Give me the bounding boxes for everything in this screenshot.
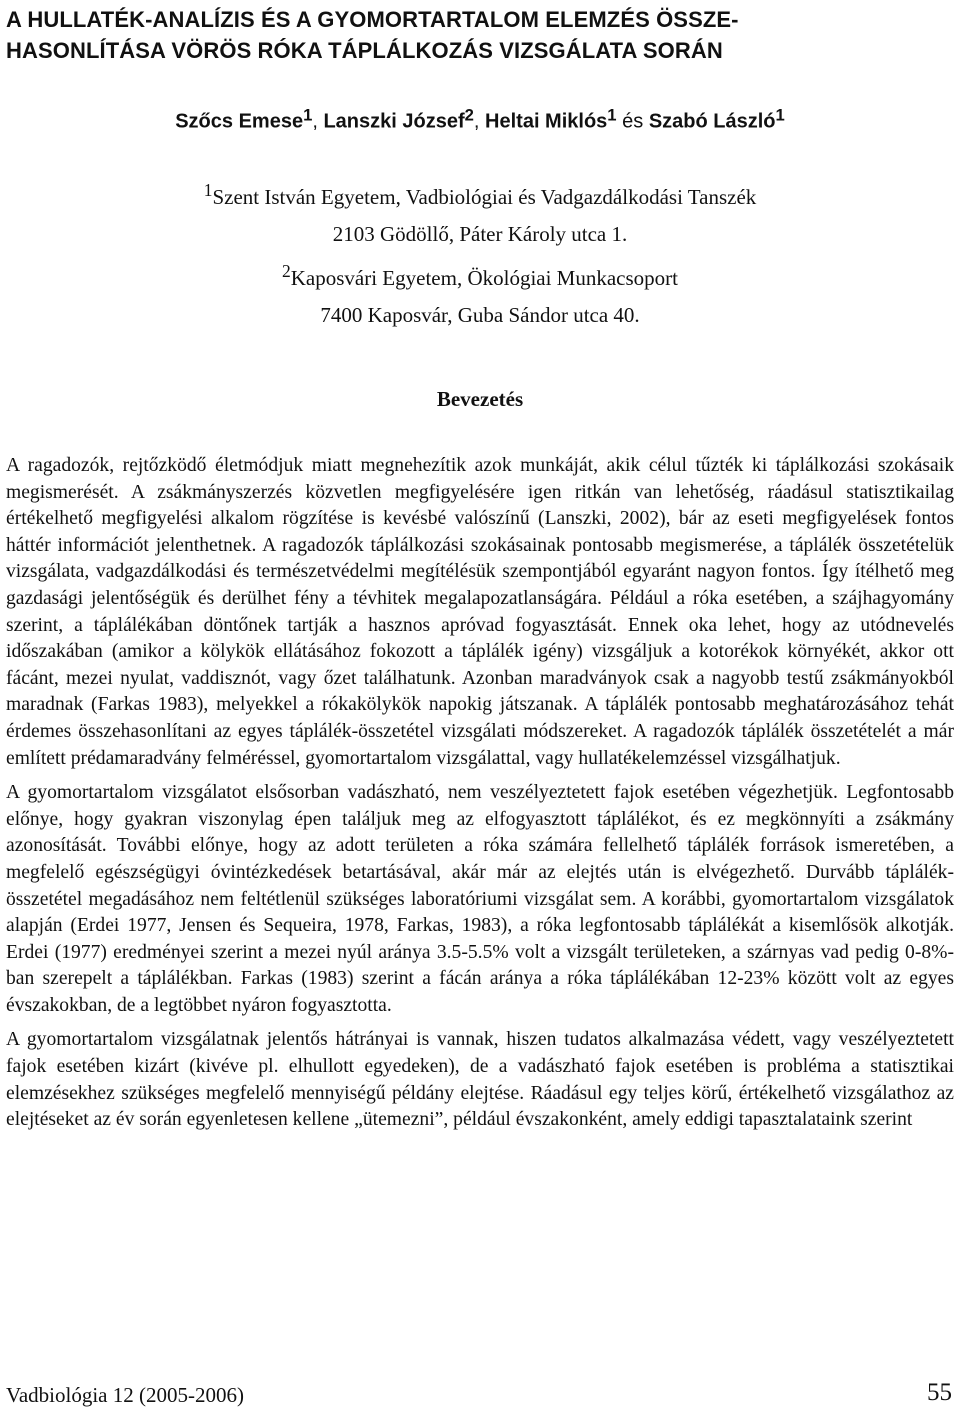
- author-name: Szabó László: [648, 110, 776, 133]
- paragraph: A gyomortartalom vizsgálatnak jelentős hátrányai is vannak, hiszen tudatos alkalmazása védett, vagy veszélyeztetett fajok esetében kizárt (kivéve pl. elhullott egyedeken), de a vadászható fajok esetében is probléma a statisztikai elemzésekhez szükséges megfelelő mennyiségű példány elejtése. Ráadásul egy teljes körű, értékelhető vizsgálathoz az elejtéseket az év során egyenletesen kellene „ütemezni”, például évszakonként, amely eddigi tapasztalataink szerint: [6, 1029, 954, 1131]
- author-name: Lanszki József: [323, 110, 465, 133]
- author-name: Heltai Miklós: [485, 110, 608, 133]
- affiliation-block: [0, 172, 960, 334]
- author-list: [0, 101, 960, 136]
- section-heading: Bevezetés: [436, 387, 524, 411]
- author-name: Szőcs Emese: [175, 110, 304, 133]
- author-conjunction: és: [616, 110, 649, 133]
- paper-title-line-1: A HULLATÉK-ANALÍZIS ÉS A GYOMORTARTALOM ELEMZÉS ÖSSZE-: [6, 7, 739, 32]
- affiliation-mark: 1: [203, 180, 213, 200]
- page-number: 55: [927, 1379, 952, 1406]
- author-affiliation-mark: 1: [775, 105, 785, 124]
- author-affiliation-mark: 2: [464, 105, 474, 124]
- author-affiliation-mark: 1: [303, 105, 313, 124]
- body-text: [6, 453, 954, 1134]
- affiliation-mark: 2: [282, 261, 291, 281]
- affiliation-line: $^2$Kaposvári Egyetem, Ökológiai Munkacsoport: [282, 261, 678, 290]
- author-affiliation-mark: 1: [607, 105, 617, 124]
- affiliation-line: $^1$Szent István Egyetem, Vadbiológiai és Vadgazdálkodási Tanszék: [203, 180, 757, 209]
- affiliation-address-line: 7400 Kaposvár, Guba Sándor utca 40.: [320, 303, 640, 327]
- author-separator: ,: [312, 110, 324, 133]
- paragraph: A ragadozók, rejtőzködő életmódjuk miatt megnehezítik azok munkáját, akik célul tűzték ki táplálkozási szokásaik megismerését. A zsákmányszerzés közvetlen megfigyelésére igen ritkán van lehetőség, ráadásul statisztikailag értékelhető megfigyelési alkalom rögzítése is kevésbé valószínű (Lanszki, 2002), bár az eseti megfigyelések fontos háttér információt jelenthetnek. A ragadozók táplálkozási szokásainak pontosabb megismerése, a táplálék összetételük vizsgálata, vadgazdálkodási és természetvédelmi megítélésük szempontjából egyaránt nagyon fontos. Így ítélhető meg gazdasági jelentőségük és derülhet fény a tévhitek megalapozatlanságára. Például a róka esetében, a szájhagyomány szerint, a táplálékában döntőnek tartják a hasznos apróvad fogyasztását. Ennek oka lehet, hogy az utódnevelés időszakában (amikor a kölykök ellátásához fokozott a táplálék igény) vizsgáljuk a kotorékok környékét, akkor ott fácánt, mezei nyulat, vaddisznót, vagy őzet találhatunk. Azonban maradványok csak a nagyobb testű zsákmányokból maradnak (Farkas 1983), melyekkel a rókakölykök napokig játszanak. A táplálék pontosabb meghatározásához tehát érdemes összehasonlítani az egyes táplálék-összetétel vizsgálati módszereket. A ragadozók táplálék összetételét a már említett prédamaradvány felméréssel, gyomortartalom vizsgálattal, vagy hullatékelemzéssel vizsgálhatjuk.: [6, 455, 954, 769]
- paper-title: [6, 4, 956, 66]
- journal-footer: Vadbiológia 12 (2005-2006): [6, 1383, 244, 1407]
- paper-title-line-2: HASONLÍTÁSA VÖRÖS RÓKA TÁPLÁLKOZÁS VIZSGÁLATA SORÁN: [6, 38, 723, 63]
- affiliation-address-line: 2103 Gödöllő, Páter Károly utca 1.: [332, 222, 628, 246]
- paragraph: A gyomortartalom vizsgálatot elsősorban vadászható, nem veszélyeztetett fajok esetében végezhetjük. Legfontosabb előnye, hogy gyakran viszonylag épen találjuk meg az elfogyasztott táplálékot, és ez megkönnyíti a zsákmány azonosítását. További előnye, hogy az adott területen a róka számára fellelhető táplálék források ismeretében, a megfelelő egészségügyi óvintézkedések betartásával, akár már az elejtés után is elvégezhető. Durvább táplálék-összetétel megadásához nem feltétlenül szükséges laboratóriumi vizsgálat sem. A korábbi, gyomortartalom vizsgálatok alapján (Erdei 1977, Jensen és Sequeira, 1978, Farkas, 1983), a róka legfontosabb táplálékát a kisemlősök alkotják. Erdei (1977) eredményei szerint a mezei nyúl aránya 3.5-5.5% volt a vizsgált területeken, a szárnyas vad pedig 0-8%-ban szerepelt a táplálékban. Farkas (1983) szerint a fácán aránya a róka táplálékában 12-23% között volt az egyes évszakokban, de a legtöbbet nyáron fogyasztotta.: [6, 782, 954, 1016]
- author-separator: ,: [473, 110, 486, 133]
